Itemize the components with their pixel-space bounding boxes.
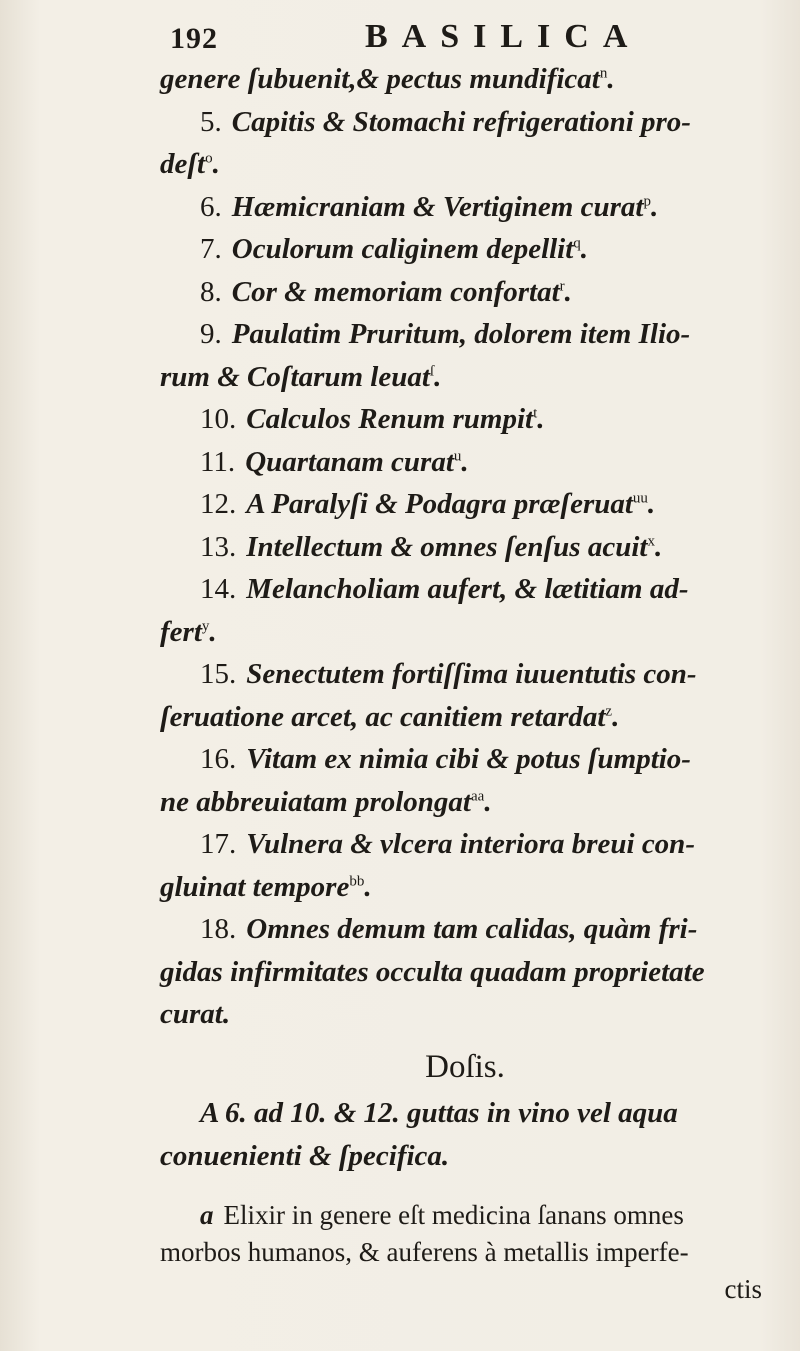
dosis-section: [160, 1046, 770, 1178]
entry-text: ſeruatione arcet, ac canitiem retardat: [160, 700, 606, 733]
entry-text: Vitam ex nimia cibi & potus ſumptio-: [246, 743, 691, 775]
entry-line: [160, 993, 770, 1036]
remedy-entry: [160, 58, 770, 101]
entry-line: [160, 483, 770, 526]
entry-text: fert: [160, 615, 202, 648]
entry-text: gluinat tempore: [160, 870, 350, 903]
entry-line: [160, 441, 770, 484]
note-reference: ſ: [429, 362, 435, 379]
period: .: [364, 870, 372, 903]
period: .: [537, 403, 545, 435]
entry-text: Cor & memoriam confortat: [231, 275, 560, 308]
entry-text: Calculos Renum rumpit: [246, 403, 534, 435]
period: .: [212, 148, 220, 180]
entry-line: [160, 356, 770, 399]
entry-line: [160, 738, 770, 781]
catchword: ctis: [724, 1274, 762, 1304]
remedy-entry: [160, 398, 770, 441]
entry-number: 8.: [200, 275, 222, 308]
running-title: BASILICA: [365, 18, 642, 55]
entry-text: Hæmicraniam & Vertiginem curat: [231, 190, 644, 223]
remedy-entry: [160, 441, 770, 484]
entry-number: 6.: [200, 190, 222, 223]
entry-text: Paulatim Pruritum, dolorem item Ilio-: [231, 318, 691, 350]
remedy-entry: [160, 186, 770, 229]
period: .: [647, 488, 656, 520]
entry-number: 14.: [200, 573, 237, 605]
dosis-heading: Doſis.: [425, 1048, 505, 1085]
entry-text: Oculorum caliginem depellit: [231, 233, 574, 265]
period: .: [654, 530, 663, 563]
entry-text: gidas infirmitates occulta quadam proprietate: [160, 955, 705, 988]
entry-text: Vulnera & vlcera interiora breui con-: [246, 828, 695, 860]
entry-line: [160, 398, 770, 441]
note-reference: y: [201, 617, 210, 634]
note-reference: o: [205, 150, 213, 167]
period: .: [580, 233, 589, 265]
footnote-mark: a: [200, 1200, 214, 1230]
entry-line: [160, 568, 770, 611]
entry-number: 5.: [200, 105, 222, 138]
entry-text: ne abbreuiatam prolongat: [160, 785, 471, 818]
entry-line: [160, 866, 770, 909]
period: .: [434, 360, 442, 393]
note-reference: p: [643, 192, 651, 209]
entry-line: [160, 951, 770, 994]
entry-text: Omnes demum tam calidas, quàm fri-: [246, 913, 698, 945]
entry-number: 15.: [200, 658, 237, 690]
entry-text: A Paralyſi & Podagra præſeruat: [246, 488, 633, 520]
entry-line: [160, 58, 770, 101]
entry-text: rum & Coſtarum leuat: [160, 360, 430, 393]
entry-number: 7.: [200, 233, 222, 265]
remedy-entry: [160, 228, 770, 271]
period: .: [564, 275, 572, 308]
entry-text: Intellectum & omnes ſenſus acuit: [246, 530, 648, 563]
remedy-entry: [160, 526, 770, 569]
remedy-entry: [160, 653, 770, 738]
remedy-list: [160, 58, 770, 1036]
note-reference: q: [573, 235, 581, 252]
entry-number: 11.: [200, 445, 236, 478]
entry-line: [160, 781, 770, 824]
remedy-entry: [160, 568, 770, 653]
period: .: [484, 785, 492, 818]
remedy-entry: [160, 908, 770, 1036]
remedy-entry: [160, 313, 770, 398]
page-number: 192: [170, 22, 218, 55]
remedy-entry: [160, 271, 770, 314]
remedy-entry: [160, 823, 770, 908]
footnote-line: morbos humanos, & auferens à metallis imperfe-: [160, 1237, 689, 1267]
entry-text: Capitis & Stomachi refrigerationi pro-: [231, 105, 691, 138]
entry-text: Melancholiam aufert, & lætitiam ad-: [246, 573, 689, 605]
note-reference: bb: [349, 872, 365, 889]
note-reference: aa: [471, 787, 485, 804]
entry-text: Senectutem fortiſſima iuuentutis con-: [246, 658, 697, 690]
entry-number: 18.: [200, 913, 237, 945]
entry-number: 10.: [200, 403, 237, 435]
remedy-entry: [160, 101, 770, 186]
entry-line: [160, 313, 770, 356]
period: .: [607, 63, 615, 95]
remedy-entry: [160, 483, 770, 526]
note-reference: t: [533, 405, 538, 422]
entry-line: [160, 526, 770, 569]
entry-line: [160, 228, 770, 271]
entry-number: 12.: [200, 488, 237, 520]
dosis-line: A 6. ad 10. & 12. guttas in vino vel aqua: [200, 1097, 678, 1129]
note-reference: z: [605, 702, 613, 719]
note-reference: uu: [632, 490, 648, 507]
entry-line: [160, 271, 770, 314]
entry-line: [160, 908, 770, 951]
entry-number: 17.: [200, 828, 237, 860]
entry-line: [160, 696, 770, 739]
footnote: [160, 1197, 770, 1308]
period: .: [461, 445, 469, 478]
entry-line: [160, 101, 770, 144]
note-reference: r: [559, 277, 565, 294]
remedy-entry: [160, 738, 770, 823]
note-reference: u: [453, 447, 462, 464]
period: .: [650, 190, 659, 223]
period: .: [612, 700, 620, 733]
note-reference: x: [647, 532, 655, 549]
entry-line: [160, 823, 770, 866]
entry-number: 9.: [200, 318, 222, 350]
footnote-line: [160, 1197, 770, 1234]
entry-text: Quartanam curat: [245, 445, 454, 478]
period: .: [209, 615, 217, 648]
entry-line: [160, 611, 770, 654]
entry-number: 13.: [200, 530, 237, 563]
note-reference: n: [599, 65, 608, 82]
entry-text: deſt: [160, 148, 206, 180]
dosis-line: conuenienti & ſpecifica.: [160, 1139, 450, 1172]
footnote-text: Elixir in genere eſt medicina ſanans omnes: [223, 1200, 684, 1230]
entry-line: [160, 186, 770, 229]
entry-line: [160, 653, 770, 696]
entry-text: curat.: [160, 998, 231, 1030]
running-head: [160, 14, 770, 58]
entry-text: genere ſubuenit,& pectus mundificat: [160, 63, 600, 95]
entry-number: 16.: [200, 743, 237, 775]
entry-line: [160, 143, 770, 186]
